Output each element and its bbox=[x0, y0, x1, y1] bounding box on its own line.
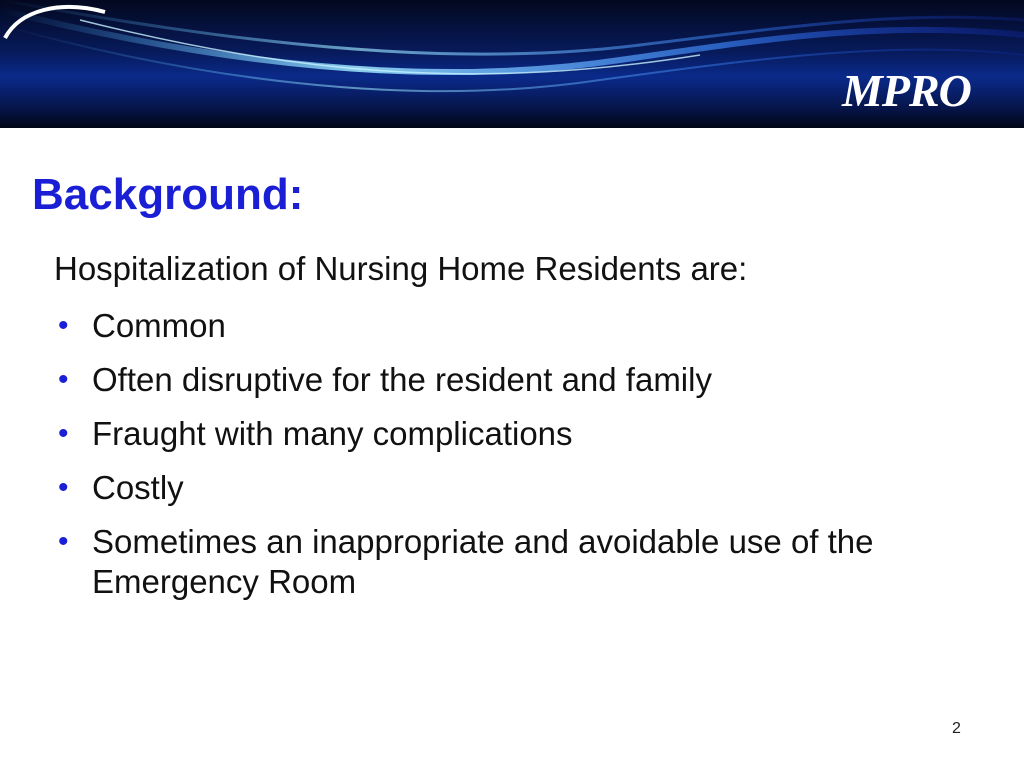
intro-text: Hospitalization of Nursing Home Residents are: bbox=[54, 250, 748, 287]
bullet-list bbox=[54, 306, 994, 616]
bullet-icon: • bbox=[58, 417, 69, 450]
bullet-icon: • bbox=[58, 471, 69, 504]
list-item bbox=[54, 468, 994, 508]
mpro-logo: MPRO bbox=[842, 65, 971, 116]
bullet-text: Sometimes an inappropriate and avoidable use of the Emergency Room bbox=[92, 523, 874, 600]
list-item bbox=[54, 414, 994, 454]
page-number: 2 bbox=[952, 720, 961, 737]
bullet-text: Often disruptive for the resident and family bbox=[92, 361, 712, 398]
header-banner bbox=[0, 0, 1024, 128]
bullet-text: Common bbox=[92, 307, 226, 344]
list-item bbox=[54, 360, 994, 400]
list-item bbox=[54, 306, 994, 346]
bullet-icon: • bbox=[58, 363, 69, 396]
bullet-text: Fraught with many complications bbox=[92, 415, 573, 452]
slide-title: Background: bbox=[32, 170, 304, 219]
bullet-icon: • bbox=[58, 525, 69, 558]
list-item bbox=[54, 522, 994, 602]
logo-swoosh-icon bbox=[0, 0, 110, 40]
bullet-text: Costly bbox=[92, 469, 184, 506]
bullet-icon: • bbox=[58, 309, 69, 342]
